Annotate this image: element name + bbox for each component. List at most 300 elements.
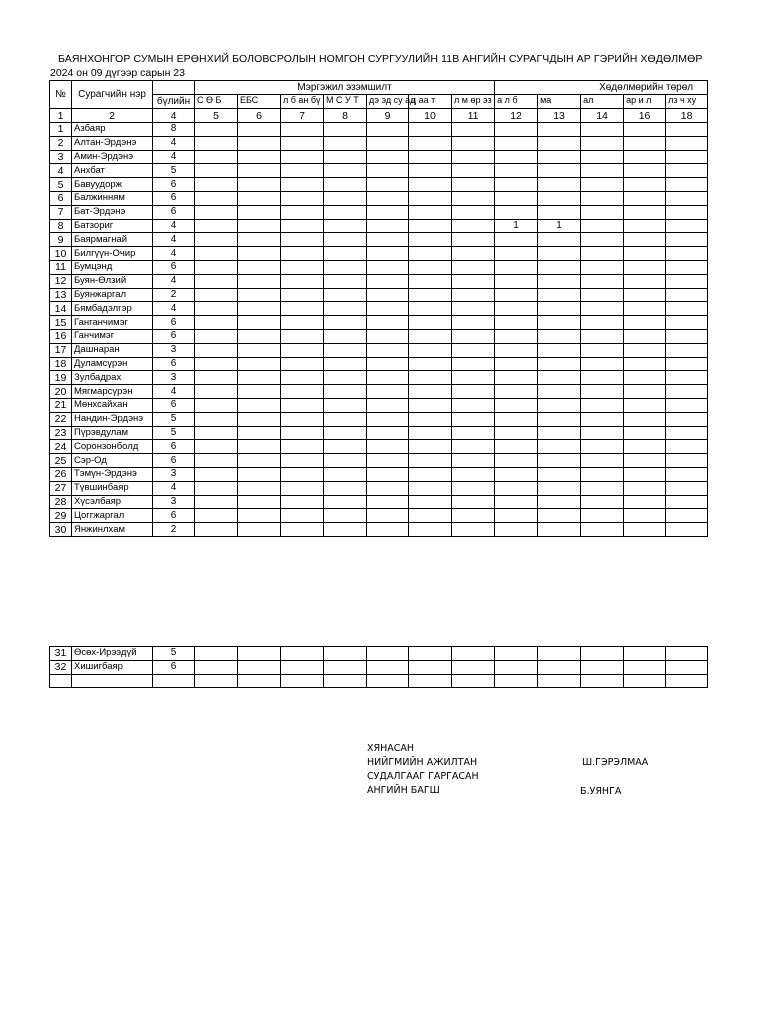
family-size: 6 <box>153 178 195 192</box>
data-cell <box>238 316 281 330</box>
data-cell <box>538 371 581 385</box>
data-cell <box>452 343 495 357</box>
table-row <box>50 426 708 440</box>
student-name: Зулбадрах <box>72 371 153 385</box>
data-cell <box>367 178 409 192</box>
data-cell <box>409 385 452 399</box>
column-index: 5 <box>195 109 238 123</box>
data-cell <box>624 371 666 385</box>
data-cell <box>367 412 409 426</box>
data-cell <box>238 357 281 371</box>
data-cell <box>238 274 281 288</box>
data-cell <box>195 302 238 316</box>
data-cell <box>238 343 281 357</box>
data-cell <box>538 660 581 674</box>
table-row <box>50 481 708 495</box>
data-cell <box>195 660 238 674</box>
row-number: 11 <box>50 260 72 274</box>
data-cell <box>324 288 367 302</box>
data-cell <box>409 288 452 302</box>
table-row <box>50 260 708 274</box>
data-cell <box>281 647 324 661</box>
labor-survey-table <box>49 80 708 537</box>
data-cell <box>538 178 581 192</box>
data-cell <box>281 385 324 399</box>
data-cell <box>624 660 666 674</box>
data-cell <box>367 495 409 509</box>
data-cell <box>452 164 495 178</box>
data-cell <box>409 178 452 192</box>
student-name: Баярмагнай <box>72 233 153 247</box>
data-cell <box>324 509 367 523</box>
data-cell <box>452 398 495 412</box>
row-number: 22 <box>50 412 72 426</box>
family-size: 6 <box>153 191 195 205</box>
data-cell <box>495 178 538 192</box>
data-cell <box>238 260 281 274</box>
data-cell <box>581 385 624 399</box>
data-cell <box>324 233 367 247</box>
data-cell <box>409 398 452 412</box>
sub-header-8 <box>495 95 538 109</box>
data-cell <box>666 440 708 454</box>
column-index: 8 <box>324 109 367 123</box>
data-cell <box>666 219 708 233</box>
data-cell <box>281 509 324 523</box>
data-cell <box>409 219 452 233</box>
data-cell <box>624 191 666 205</box>
data-cell <box>581 260 624 274</box>
data-cell <box>666 123 708 137</box>
data-cell <box>581 247 624 261</box>
data-cell <box>409 509 452 523</box>
data-cell <box>281 440 324 454</box>
data-cell <box>195 523 238 537</box>
data-cell <box>195 233 238 247</box>
empty-cell <box>581 674 624 688</box>
row-number: 9 <box>50 233 72 247</box>
data-cell <box>495 316 538 330</box>
header-blank <box>153 81 195 95</box>
table-row <box>50 329 708 343</box>
data-cell <box>238 523 281 537</box>
data-cell <box>624 467 666 481</box>
header-labor-group: Хөдөлмөрийн төрөл <box>495 81 708 95</box>
data-cell <box>238 412 281 426</box>
data-cell <box>195 481 238 495</box>
data-cell <box>666 398 708 412</box>
data-cell <box>452 660 495 674</box>
data-cell <box>281 205 324 219</box>
data-cell <box>367 233 409 247</box>
column-index: 1 <box>50 109 72 123</box>
data-cell <box>195 440 238 454</box>
data-cell <box>281 481 324 495</box>
family-size: 3 <box>153 495 195 509</box>
data-cell <box>495 398 538 412</box>
column-index: 6 <box>238 109 281 123</box>
data-cell <box>281 136 324 150</box>
data-cell <box>281 178 324 192</box>
student-name: Бат-Эрдэнэ <box>72 205 153 219</box>
data-cell <box>495 164 538 178</box>
student-name: Соронзонболд <box>72 440 153 454</box>
family-size: 6 <box>153 357 195 371</box>
data-cell <box>409 274 452 288</box>
column-index: 2 <box>72 109 153 123</box>
data-cell <box>624 260 666 274</box>
data-cell <box>581 219 624 233</box>
data-cell <box>195 343 238 357</box>
data-cell <box>281 260 324 274</box>
family-size: 8 <box>153 123 195 137</box>
data-cell <box>324 260 367 274</box>
table-row <box>50 523 708 537</box>
data-cell <box>624 123 666 137</box>
data-cell <box>324 191 367 205</box>
data-cell <box>324 495 367 509</box>
data-cell <box>452 302 495 316</box>
family-size: 4 <box>153 247 195 261</box>
row-number: 32 <box>50 660 72 674</box>
student-name: Пүрэвдулам <box>72 426 153 440</box>
document-date: 2024 он 09 дүгээр сарын 23 <box>50 67 185 79</box>
data-cell <box>367 647 409 661</box>
row-number: 31 <box>50 647 72 661</box>
family-size: 4 <box>153 219 195 233</box>
data-cell <box>538 385 581 399</box>
data-cell <box>281 302 324 316</box>
data-cell <box>324 412 367 426</box>
family-size: 6 <box>153 454 195 468</box>
data-cell <box>538 440 581 454</box>
sub-header-7 <box>452 95 495 109</box>
data-cell <box>624 329 666 343</box>
data-cell <box>367 274 409 288</box>
data-cell <box>238 233 281 247</box>
data-cell <box>624 385 666 399</box>
data-cell <box>666 660 708 674</box>
data-cell <box>281 412 324 426</box>
data-cell <box>195 136 238 150</box>
data-cell <box>495 385 538 399</box>
empty-cell <box>195 674 238 688</box>
data-cell <box>666 412 708 426</box>
data-cell <box>367 288 409 302</box>
row-number: 19 <box>50 371 72 385</box>
table-row <box>50 219 708 233</box>
data-cell <box>367 219 409 233</box>
table-row <box>50 136 708 150</box>
data-cell <box>624 178 666 192</box>
data-cell <box>581 495 624 509</box>
sub-header-text: ар и л <box>626 95 652 105</box>
data-cell <box>324 647 367 661</box>
data-cell <box>495 647 538 661</box>
sub-header-text: дэ эд су ад <box>369 95 416 105</box>
table-row <box>50 467 708 481</box>
row-number: 4 <box>50 164 72 178</box>
data-cell <box>666 191 708 205</box>
data-cell <box>452 467 495 481</box>
data-cell <box>666 523 708 537</box>
data-cell <box>452 233 495 247</box>
data-cell <box>666 357 708 371</box>
data-cell <box>495 426 538 440</box>
sub-header-2 <box>238 95 281 109</box>
data-cell <box>409 357 452 371</box>
data-cell <box>409 191 452 205</box>
data-cell <box>324 385 367 399</box>
table-row <box>50 274 708 288</box>
data-cell <box>324 426 367 440</box>
row-number: 20 <box>50 385 72 399</box>
data-cell <box>195 260 238 274</box>
data-cell <box>624 247 666 261</box>
empty-cell <box>409 674 452 688</box>
data-cell <box>367 136 409 150</box>
data-cell <box>666 136 708 150</box>
data-cell <box>581 302 624 316</box>
data-cell <box>409 164 452 178</box>
empty-cell <box>367 674 409 688</box>
column-index: 4 <box>153 109 195 123</box>
data-cell <box>666 205 708 219</box>
data-cell <box>495 247 538 261</box>
data-cell <box>495 454 538 468</box>
data-cell <box>195 509 238 523</box>
data-cell <box>195 191 238 205</box>
data-cell <box>452 523 495 537</box>
header-family: бүлийн <box>153 95 195 109</box>
sub-header-text: С Ө Б <box>197 95 222 105</box>
data-cell <box>281 233 324 247</box>
data-cell <box>195 371 238 385</box>
family-size: 3 <box>153 343 195 357</box>
data-cell <box>367 440 409 454</box>
data-cell <box>624 205 666 219</box>
data-cell <box>281 316 324 330</box>
data-cell <box>409 523 452 537</box>
data-cell <box>409 440 452 454</box>
data-cell <box>452 136 495 150</box>
empty-cell <box>666 674 708 688</box>
data-cell <box>452 440 495 454</box>
data-cell <box>409 123 452 137</box>
data-cell <box>238 426 281 440</box>
data-cell <box>495 191 538 205</box>
sub-header-12 <box>666 95 708 109</box>
data-cell <box>367 329 409 343</box>
data-cell <box>281 357 324 371</box>
data-cell <box>581 426 624 440</box>
data-cell <box>409 247 452 261</box>
student-name: Янжинлхам <box>72 523 153 537</box>
header-skills-group: Мэргэжил эзэмшилт <box>195 81 495 95</box>
data-cell <box>195 205 238 219</box>
data-cell <box>495 523 538 537</box>
table-row <box>50 343 708 357</box>
table-row <box>50 178 708 192</box>
header-number: № <box>50 81 72 109</box>
data-cell <box>195 385 238 399</box>
student-name: Дашнаран <box>72 343 153 357</box>
data-cell <box>581 233 624 247</box>
student-name: Түвшинбаяр <box>72 481 153 495</box>
data-cell <box>238 454 281 468</box>
data-cell <box>324 316 367 330</box>
sub-header-text: л м өр эз <box>454 95 492 105</box>
data-cell <box>281 247 324 261</box>
data-cell <box>324 178 367 192</box>
data-cell <box>581 123 624 137</box>
sub-header-10 <box>581 95 624 109</box>
table-row <box>50 316 708 330</box>
sub-header-text: лз ч ху <box>668 95 697 105</box>
data-cell <box>409 205 452 219</box>
family-size: 5 <box>153 164 195 178</box>
table-row <box>50 509 708 523</box>
social-worker-label: НИЙГМИЙН АЖИЛТАН <box>367 757 478 768</box>
data-cell <box>538 260 581 274</box>
sub-header-4 <box>324 95 367 109</box>
data-cell <box>409 260 452 274</box>
data-cell <box>324 150 367 164</box>
data-cell <box>238 150 281 164</box>
data-cell <box>281 150 324 164</box>
data-cell <box>666 247 708 261</box>
data-cell <box>495 123 538 137</box>
data-cell <box>581 440 624 454</box>
data-cell <box>195 398 238 412</box>
student-name: Билгүүн-Очир <box>72 247 153 261</box>
data-cell <box>581 274 624 288</box>
sub-header-1 <box>195 95 238 109</box>
data-cell <box>195 357 238 371</box>
data-cell <box>538 412 581 426</box>
student-name: Хишигбаяр <box>72 660 153 674</box>
sub-header-text: ал <box>583 95 594 105</box>
data-cell <box>538 454 581 468</box>
column-index: 9 <box>367 109 409 123</box>
data-cell <box>666 178 708 192</box>
data-cell <box>238 398 281 412</box>
data-cell <box>666 371 708 385</box>
data-cell <box>624 219 666 233</box>
sub-header-text: ма <box>540 95 552 105</box>
data-cell <box>624 495 666 509</box>
data-cell <box>495 509 538 523</box>
table-row <box>50 302 708 316</box>
data-cell <box>195 467 238 481</box>
data-cell <box>195 454 238 468</box>
family-size: 4 <box>153 150 195 164</box>
family-size: 6 <box>153 329 195 343</box>
row-number: 1 <box>50 123 72 137</box>
empty-cell <box>324 674 367 688</box>
data-cell <box>238 288 281 302</box>
social-worker-name: Ш.ГЭРЭЛМАА <box>582 757 649 768</box>
data-cell <box>495 136 538 150</box>
empty-cell <box>281 674 324 688</box>
data-cell <box>495 412 538 426</box>
data-cell <box>367 316 409 330</box>
sub-header-text: ЕБС <box>240 95 259 105</box>
data-cell <box>538 247 581 261</box>
data-cell <box>452 150 495 164</box>
data-cell <box>281 123 324 137</box>
data-cell: 1 <box>495 219 538 233</box>
student-name: Тэмүн-Эрдэнэ <box>72 467 153 481</box>
data-cell <box>195 647 238 661</box>
data-cell <box>409 233 452 247</box>
data-cell <box>238 440 281 454</box>
data-cell <box>452 191 495 205</box>
data-cell <box>581 454 624 468</box>
data-cell <box>538 329 581 343</box>
empty-cell <box>538 674 581 688</box>
checked-label: ХЯНАСАН <box>367 743 415 754</box>
data-cell <box>666 233 708 247</box>
data-cell <box>238 302 281 316</box>
data-cell <box>409 426 452 440</box>
row-number: 26 <box>50 467 72 481</box>
student-name: Амин-Эрдэнэ <box>72 150 153 164</box>
family-size: 6 <box>153 398 195 412</box>
empty-cell <box>452 674 495 688</box>
row-number: 10 <box>50 247 72 261</box>
data-cell <box>195 288 238 302</box>
data-cell <box>367 467 409 481</box>
data-cell <box>367 164 409 178</box>
table-row <box>50 660 708 674</box>
data-cell <box>324 329 367 343</box>
data-cell <box>281 191 324 205</box>
table-row <box>50 150 708 164</box>
data-cell <box>538 123 581 137</box>
column-index: 18 <box>666 109 708 123</box>
data-cell <box>452 316 495 330</box>
data-cell <box>666 288 708 302</box>
empty-cell <box>624 674 666 688</box>
table-row <box>50 164 708 178</box>
data-cell <box>281 660 324 674</box>
data-cell: 1 <box>538 219 581 233</box>
data-cell <box>581 178 624 192</box>
data-cell <box>624 164 666 178</box>
data-cell <box>581 343 624 357</box>
family-size: 4 <box>153 233 195 247</box>
data-cell <box>195 274 238 288</box>
data-cell <box>281 164 324 178</box>
data-cell <box>624 343 666 357</box>
data-cell <box>367 398 409 412</box>
row-number: 21 <box>50 398 72 412</box>
sub-header-6 <box>409 95 452 109</box>
data-cell <box>281 274 324 288</box>
data-cell <box>324 440 367 454</box>
data-cell <box>538 467 581 481</box>
sub-header-3 <box>281 95 324 109</box>
family-size: 5 <box>153 647 195 661</box>
data-cell <box>409 329 452 343</box>
student-name: Нандин-Эрдэнэ <box>72 412 153 426</box>
data-cell <box>281 329 324 343</box>
data-cell <box>367 371 409 385</box>
table-row <box>50 647 708 661</box>
table-row <box>50 440 708 454</box>
data-cell <box>666 150 708 164</box>
